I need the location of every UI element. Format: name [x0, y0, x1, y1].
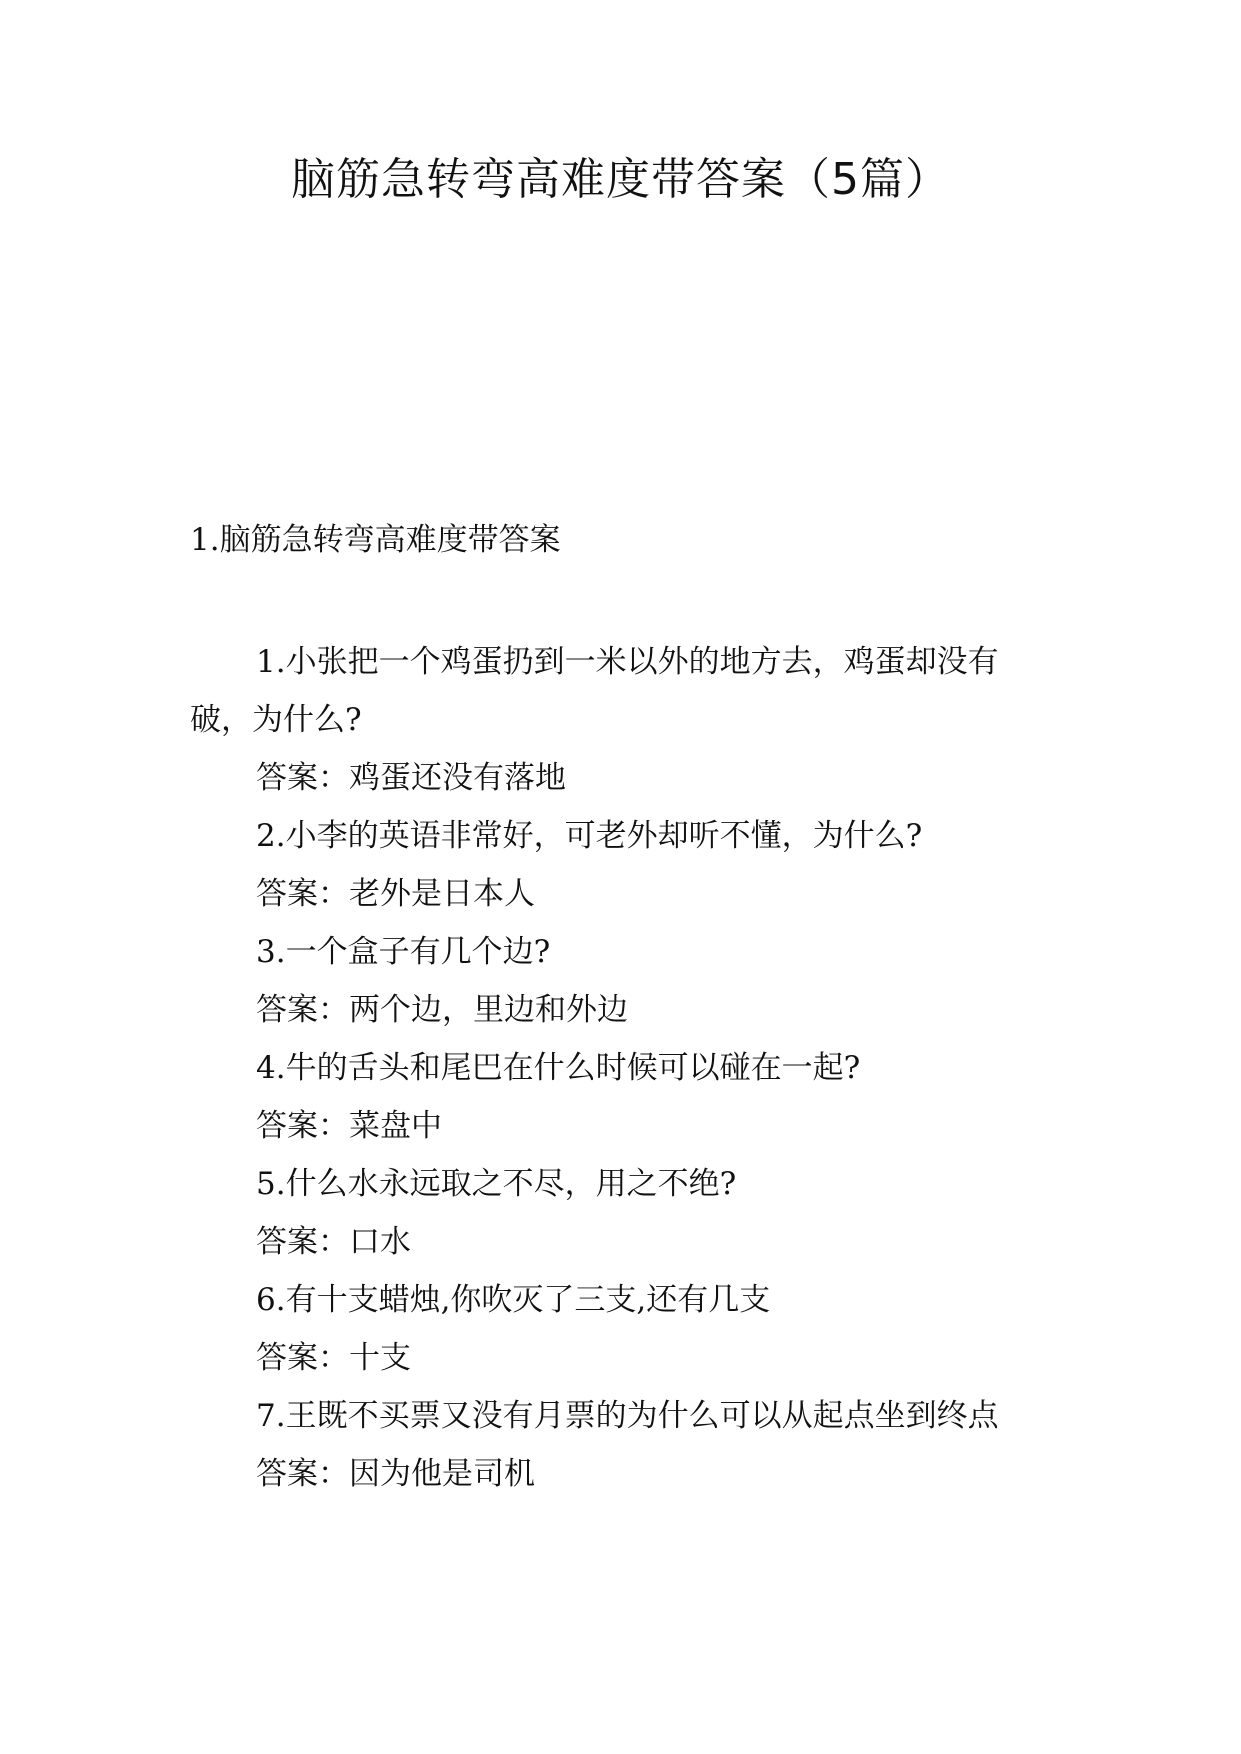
answer-paragraph: 答案：老外是日本人: [256, 876, 535, 912]
question-paragraph: 6.有十支蜡烛,你吹灭了三支,还有几支: [256, 1282, 771, 1318]
question-paragraph: 5.什么水永远取之不尽，用之不绝?: [256, 1166, 737, 1202]
answer-paragraph: 答案：因为他是司机: [256, 1456, 535, 1492]
answer-paragraph: 答案：鸡蛋还没有落地: [256, 760, 566, 796]
question-paragraph: 1.小张把一个鸡蛋扔到一米以外的地方去，鸡蛋却没有破，为什么?: [190, 644, 999, 738]
qa-body: [190, 633, 1060, 1503]
answer-paragraph: 答案：菜盘中: [256, 1108, 442, 1144]
answer-paragraph: 答案：十支: [256, 1340, 411, 1376]
answer-paragraph: 答案：两个边，里边和外边: [256, 992, 628, 1028]
section-heading: 1.脑筋急转弯高难度带答案: [190, 522, 561, 558]
question-paragraph: 4.牛的舌头和尾巴在什么时候可以碰在一起?: [256, 1050, 861, 1086]
question-paragraph: 2.小李的英语非常好，可老外却听不懂，为什么?: [256, 818, 923, 854]
document-title: 脑筋急转弯高难度带答案（5篇）: [291, 154, 950, 205]
question-paragraph: 7.王既不买票又没有月票的为什么可以从起点坐到终点: [256, 1398, 999, 1434]
question-paragraph: 3.一个盒子有几个边?: [256, 934, 551, 970]
answer-paragraph: 答案：口水: [256, 1224, 411, 1260]
